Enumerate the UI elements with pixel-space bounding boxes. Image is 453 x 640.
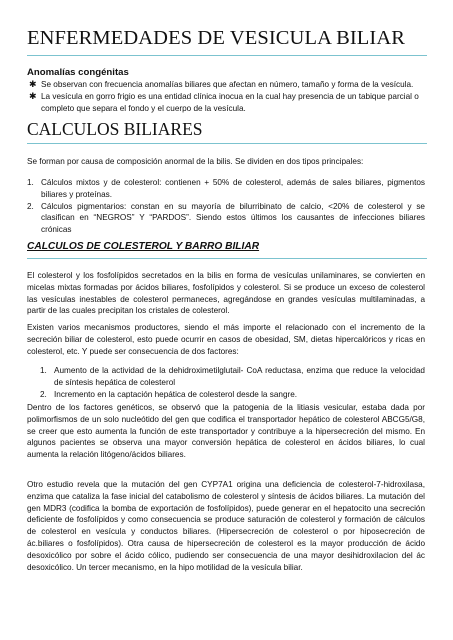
list-item [40, 365, 425, 389]
congenital-anomalies-heading: Anomalías congénitas [27, 67, 129, 78]
gallstones-heading: CALCULOS BILIARES [27, 119, 203, 139]
list-number: 2. [27, 201, 34, 211]
paragraph: Dentro de los factores genéticos, se observó que la patogenia de la litiasis vesicular, estaba dada por polimorfismos de un solo nucleótido del gen que codifica el transportador hepático de colesterol ABCG5/G8, se creer que esto aumenta la función de este transportador y contribuye a la hipersecreción del mismo. En algunos pacientes se observa una mayor conversión hepática de colesterol en ácidos biliares, lo cual aumenta la relación litógeno/ácidos biliares. [27, 403, 425, 460]
list-number: 1. [40, 366, 47, 375]
congenital-bullet-item [29, 79, 424, 91]
title-divider [27, 55, 427, 56]
cholesterol-divider [27, 258, 427, 259]
asterisk-bullet-icon: ✱ [29, 91, 37, 101]
gallstones-intro-paragraph: Se forman por causa de composición anormal de la bilis. Se dividen en dos tipos principales: [27, 157, 364, 166]
paragraph: Otro estudio revela que la mutación del gen CYP7A1 origina una deficiencia de colesterol-7-hidroxilasa, enzima que cataliza la fase inicial del catabolismo de colesterol y síntesis de ácidos biliares. La mutación del gen MDR3 (codifica la bomba de exportación de fosfolípidos), puede generar en el hepatocito una secreción deficiente de fosfolípidos y como consecuencia se produce saturación de colesterol y formación de cálculos de colesterol en vesícula y conductos biliares. (Hipersecreción de colesterol o por hiposecreción de ác.biliares o fosfolípidos). Otra causa de hipersecreción de colesterol es la mayor producción de ácido desoxicólico por sobre el ácido cólico, pudiendo ser consecuencia de una mayor desihidroxilacion del ác desoxicólico. Un tercer mecanismo, en la hipo motilidad de la vesícula biliar. [27, 480, 425, 572]
factors-list [40, 365, 425, 400]
paragraph: El colesterol y los fosfolípidos secretados en la bilis en forma de vesículas unilaminares, se convierten en micelas mixtas formadas por ácidos biliares, fosfolípidos y colesterol. Si se produce un exceso de colesterol las vesículas inestables de colesterol permaneces, agregándose en grandes vesículas multilaminadas, a partir de las cuales precipitan los cristales de colesterol. [27, 271, 425, 316]
list-item [27, 201, 425, 236]
gallstone-types-list [27, 177, 425, 236]
gallstones-divider [27, 143, 427, 144]
paragraph: Existen varios mecanismos productores, siendo el más importe el relacionado con el incremento de la secreción biliar de colesterol, esto puede ocurrir en casos de obesidad, SM, dietas hipercalóricos y ricas en colesterol, etc. Y puede ser consecuencia de dos factores: [27, 323, 425, 356]
list-item [27, 177, 425, 201]
list-item-text: Cálculos mixtos y de colesterol: contienen + 50% de colesterol, además de sales biliares, pigmentos biliares y proteínas. [41, 178, 425, 199]
document-title: ENFERMEDADES DE VESICULA BILIAR [27, 27, 405, 49]
bullet-text: La vesícula en gorro frigio es una entidad clínica inocua en la cual hay presencia de un tabique parcial o completo que separa el fondo y el cuerpo de la vesícula. [41, 92, 419, 113]
bullet-text: Se observan con frecuencia anomalías biliares que afectan en número, tamaño y forma de la vesícula. [41, 80, 414, 89]
cholesterol-stones-heading: CALCULOS DE COLESTEROL Y BARRO BILIAR [27, 241, 260, 252]
list-item [40, 389, 425, 401]
asterisk-bullet-icon: ✱ [29, 79, 37, 89]
congenital-bullet-item [29, 91, 424, 114]
list-number: 1. [27, 178, 34, 187]
list-item-text: Aumento de la actividad de la dehidroximetilglutail- CoA reductasa, enzima que reduce la velocidad de síntesis hepática de colesterol [54, 366, 425, 387]
list-item-text: Cálculos pigmentarios: constan en su mayoría de bilurribinato de calcio, <20% de colesterol y se clasifican en “NEGROS” Y “PARDOS”. Siendo estos últimos los causantes de infecciones biliares crónicas [41, 201, 425, 235]
list-number: 2. [40, 389, 47, 399]
list-item-text: Incremento en la captación hepática de colesterol desde la sangre. [54, 389, 298, 399]
